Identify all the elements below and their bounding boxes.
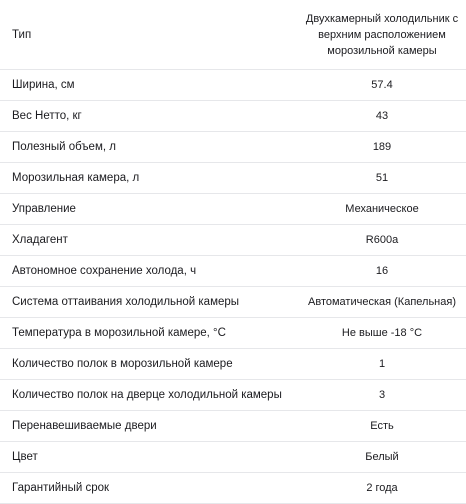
table-row bbox=[0, 132, 466, 163]
table-row bbox=[0, 442, 466, 473]
spec-label: Вес Нетто, кг bbox=[0, 101, 298, 132]
spec-value: 1 bbox=[298, 349, 466, 380]
spec-label: Гарантийный срок bbox=[0, 473, 298, 504]
table-row bbox=[0, 473, 466, 504]
spec-value: 16 bbox=[298, 256, 466, 287]
table-row bbox=[0, 0, 466, 70]
spec-value: Автоматическая (Капельная) bbox=[298, 287, 466, 318]
table-row bbox=[0, 349, 466, 380]
spec-label: Ширина, см bbox=[0, 70, 298, 101]
table-row bbox=[0, 225, 466, 256]
spec-label: Система оттаивания холодильной камеры bbox=[0, 287, 298, 318]
spec-label: Количество полок в морозильной камере bbox=[0, 349, 298, 380]
spec-value: Не выше -18 °C bbox=[298, 318, 466, 349]
spec-value: Механическое bbox=[298, 194, 466, 225]
spec-value: 57.4 bbox=[298, 70, 466, 101]
spec-label: Количество полок на дверце холодильной камеры bbox=[0, 380, 298, 411]
spec-value: Есть bbox=[298, 411, 466, 442]
table-row bbox=[0, 194, 466, 225]
spec-label: Полезный объем, л bbox=[0, 132, 298, 163]
spec-value: 189 bbox=[298, 132, 466, 163]
spec-value: 2 года bbox=[298, 473, 466, 504]
spec-value: Двухкамерный холодильник с верхним расположением морозильной камеры bbox=[298, 0, 466, 70]
spec-label: Температура в морозильной камере, °С bbox=[0, 318, 298, 349]
spec-value: 43 bbox=[298, 101, 466, 132]
table-row bbox=[0, 411, 466, 442]
spec-label: Автономное сохранение холода, ч bbox=[0, 256, 298, 287]
table-row bbox=[0, 70, 466, 101]
table-row bbox=[0, 163, 466, 194]
table-row bbox=[0, 287, 466, 318]
table-row bbox=[0, 380, 466, 411]
table-row bbox=[0, 256, 466, 287]
spec-value: Белый bbox=[298, 442, 466, 473]
spec-value: R600a bbox=[298, 225, 466, 256]
spec-label: Цвет bbox=[0, 442, 298, 473]
spec-label: Хладагент bbox=[0, 225, 298, 256]
spec-label: Перенавешиваемые двери bbox=[0, 411, 298, 442]
spec-value: 3 bbox=[298, 380, 466, 411]
spec-label: Управление bbox=[0, 194, 298, 225]
spec-label: Морозильная камера, л bbox=[0, 163, 298, 194]
spec-label: Тип bbox=[0, 0, 298, 70]
spec-value: 51 bbox=[298, 163, 466, 194]
table-row bbox=[0, 101, 466, 132]
table-row bbox=[0, 318, 466, 349]
